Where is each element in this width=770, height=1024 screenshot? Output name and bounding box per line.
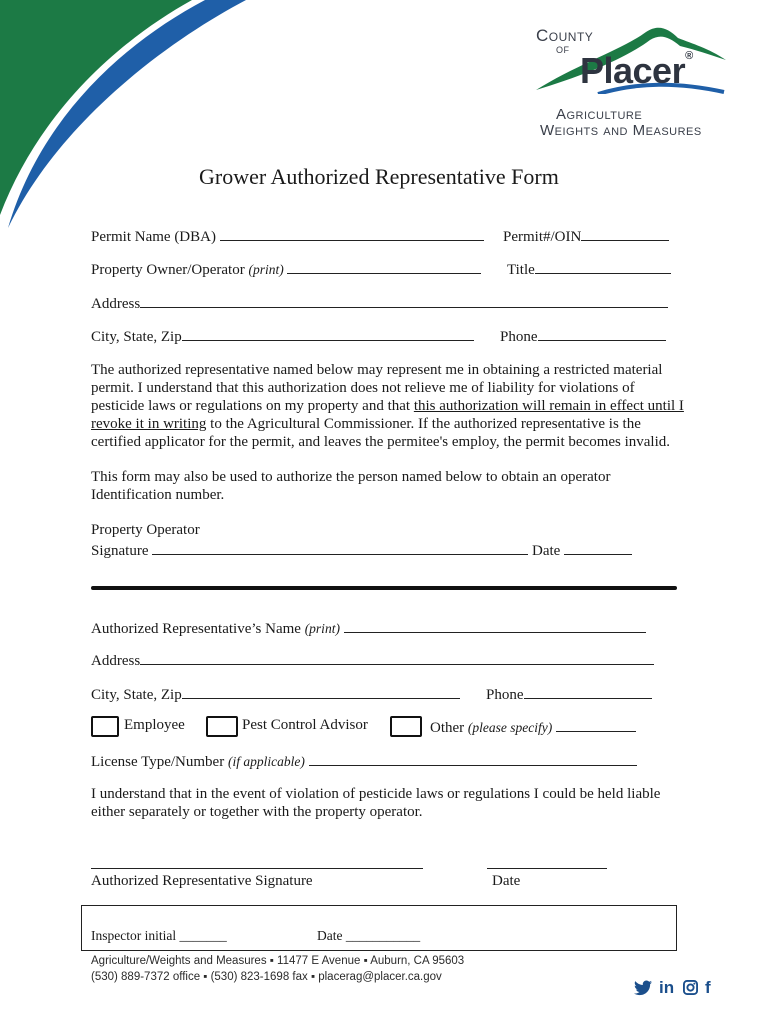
corner-swoosh-graphic — [0, 0, 260, 230]
form-title: Grower Authorized Representative Form — [199, 164, 559, 189]
city-field-2[interactable] — [182, 684, 460, 699]
address-row-1 — [91, 293, 668, 313]
rep-print-note: (print) — [304, 621, 340, 636]
license-label: License Type/Number — [91, 754, 225, 770]
owner-row — [91, 259, 481, 279]
rep-signature-label: Authorized Representative Signature — [91, 873, 313, 889]
other-specify-note: (please specify) — [467, 720, 553, 735]
operator-signature-label: Signature — [91, 543, 149, 559]
phone-row-2 — [486, 684, 652, 704]
liability-paragraph: I understand that in the event of violation of pesticide laws or regulations I could be held liable either separately or together with the property operator. — [91, 786, 661, 820]
logo-placer-text — [580, 50, 693, 92]
authorization-text-1: The authorized representative named below may represent me in obtaining a restricted material permit. I understand that this authorization does not relieve me of liability for violations of pesticide laws or regulations on my property and that — [91, 362, 663, 414]
phone-label-1: Phone — [500, 329, 538, 345]
city-row-1 — [91, 326, 474, 346]
inspector-date-row — [317, 928, 420, 944]
authorization-text-underlined: this authorization will remain in effect until I revoke it in writing — [91, 398, 684, 432]
rep-name-row — [91, 618, 646, 638]
license-row — [91, 751, 637, 771]
pca-label: Pest Control Advisor — [242, 717, 368, 733]
owner-label: Property Owner/Operator — [91, 262, 245, 278]
operator-date-label: Date — [532, 543, 561, 559]
permit-name-label: Permit Name (DBA) — [91, 229, 216, 245]
rep-date-label: Date — [492, 873, 521, 889]
title-row — [507, 259, 671, 279]
other-checkbox[interactable] — [390, 716, 422, 737]
owner-print-note: (print) — [248, 262, 284, 277]
rep-date-field[interactable] — [487, 868, 607, 869]
city-field-1[interactable] — [182, 326, 474, 341]
title-field[interactable] — [535, 259, 671, 274]
inspector-initial-label: Inspector initial — [91, 928, 177, 943]
authorization-paragraph — [91, 361, 691, 451]
other-label: Other — [430, 720, 465, 736]
address-field-1[interactable] — [140, 293, 668, 308]
inspector-date-label: Date — [317, 928, 343, 943]
logo-registered-mark: ® — [685, 50, 693, 62]
phone-row-1 — [500, 326, 666, 346]
section-divider — [91, 586, 677, 590]
logo-county-text: County — [536, 26, 594, 45]
address-label-1: Address — [91, 296, 141, 312]
logo-of-text: of — [556, 41, 570, 56]
logo-dept-line2: Weights and Measures — [540, 122, 702, 139]
owner-field[interactable] — [287, 259, 481, 274]
permit-name-field[interactable] — [220, 226, 484, 241]
license-note: (if applicable) — [227, 754, 305, 769]
address-row-2 — [91, 650, 654, 670]
operator-label-line1: Property Operator — [91, 522, 200, 538]
inspector-date-field[interactable]: ___________ — [345, 928, 421, 943]
footer-address: Agriculture/Weights and Measures ▪ 11477 E Avenue ▪ Auburn, CA 95603 — [91, 955, 465, 967]
twitter-icon[interactable] — [634, 980, 652, 996]
county-logo — [528, 22, 728, 142]
footer-contact: (530) 889-7372 office ▪ (530) 823-1698 fax ▪ placerag@placer.ca.gov — [91, 971, 442, 983]
phone-label-2: Phone — [486, 687, 524, 703]
license-field[interactable] — [309, 751, 637, 766]
operator-sig-row — [91, 540, 632, 560]
other-row — [430, 717, 636, 737]
permit-name-row — [91, 226, 484, 246]
operator-id-paragraph: This form may also be used to authorize the person named below to obtain an operator Identification number. — [91, 469, 611, 503]
linkedin-icon[interactable]: in — [659, 978, 675, 997]
logo-placer-name: Placer — [580, 50, 686, 91]
rep-name-label: Authorized Representative’s Name — [91, 621, 301, 637]
title-label: Title — [507, 262, 535, 278]
operator-date-field[interactable] — [564, 540, 632, 555]
pca-checkbox[interactable] — [206, 716, 238, 737]
inspector-initial-field[interactable]: _______ — [179, 928, 227, 943]
facebook-icon[interactable]: f — [705, 978, 711, 997]
address-label-2: Address — [91, 653, 141, 669]
operator-signature-field[interactable] — [152, 540, 528, 555]
authorization-text-2: to the Agricultural Commissioner. If the authorized representative is the certified applicator for the permit, and leaves the permitee's employ, the permit becomes invalid. — [91, 416, 671, 450]
logo-dept-line1: Agriculture — [556, 106, 643, 123]
employee-checkbox[interactable] — [91, 716, 119, 737]
permit-oin-field[interactable] — [581, 226, 669, 241]
rep-signature-field[interactable] — [91, 868, 423, 869]
phone-field-1[interactable] — [538, 326, 666, 341]
permit-oin-row — [503, 226, 669, 246]
address-field-2[interactable] — [140, 650, 654, 665]
city-row-2 — [91, 684, 460, 704]
employee-label: Employee — [124, 717, 185, 733]
inspector-initial-row — [91, 928, 227, 944]
instagram-icon[interactable] — [683, 980, 698, 995]
permit-oin-label: Permit#/OIN — [503, 229, 582, 245]
rep-name-field[interactable] — [344, 618, 646, 633]
city-label-1: City, State, Zip — [91, 329, 182, 345]
other-specify-field[interactable] — [556, 717, 636, 732]
phone-field-2[interactable] — [524, 684, 652, 699]
city-label-2: City, State, Zip — [91, 687, 182, 703]
